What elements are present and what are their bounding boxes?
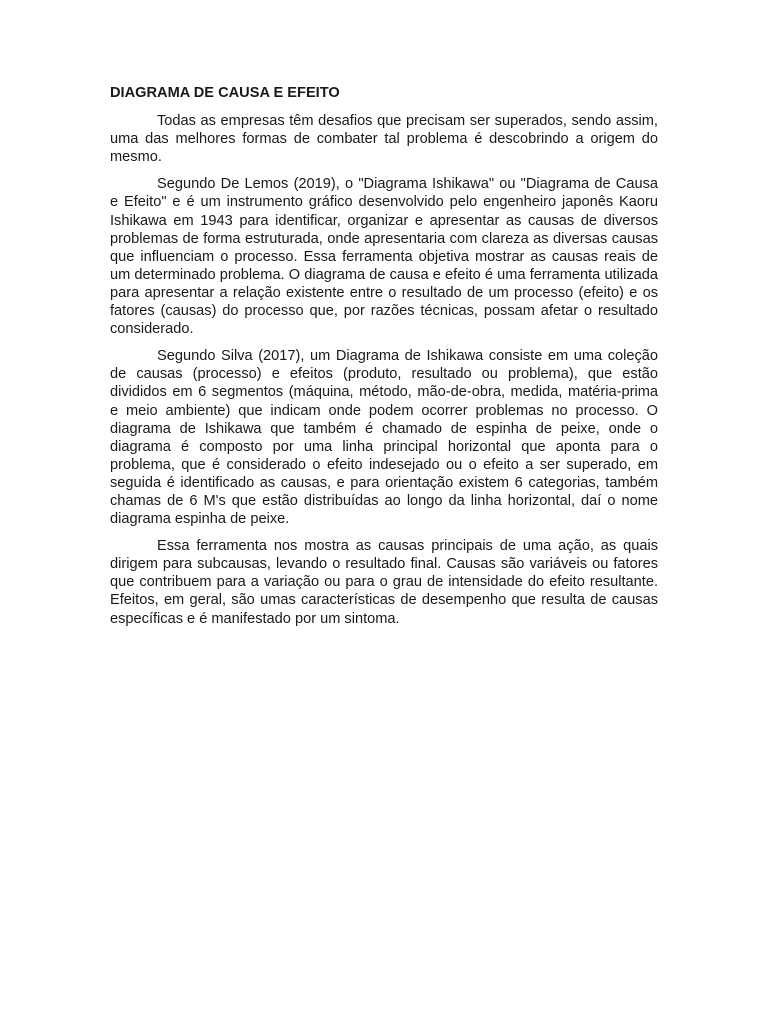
paragraph-conclusion: Essa ferramenta nos mostra as causas principais de uma ação, as quais dirigem para subcausas, levando o resultado final. Causas são variáveis ou fatores que contribuem para a variação ou para o grau de intensidade do efeito resultante. Efeitos, em geral, são umas características de desempenho que resulta de causas específicas e é manifestado por um sintoma. xyxy=(110,538,658,627)
document-title: DIAGRAMA DE CAUSA E EFEITO xyxy=(110,85,340,101)
paragraph-silva: Segundo Silva (2017), um Diagrama de Ishikawa consiste em uma coleção de causas (processo) e efeitos (produto, resultado ou problema), que estão divididos em 6 segmentos (máquina, método, mão-de-obra, medida, matéria-prima e meio ambiente) que indicam onde podem ocorrer problemas no processo. O diagrama de Ishikawa que também é chamado de espinha de peixe, onde o diagrama é composto por uma linha principal horizontal que aponta para o problema, que é considerado o efeito indesejado ou o efeito a ser superado, em seguida é identificado as causas, e para orientação existem 6 categorias, também chamas de 6 M's que estão distribuídas ao longo da linha horizontal, daí o nome diagrama espinha de peixe. xyxy=(110,348,658,528)
paragraph-de-lemos: Segundo De Lemos (2019), o "Diagrama Ishikawa" ou "Diagrama de Causa e Efeito" e é um instrumento gráfico desenvolvido pelo engenheiro japonês Kaoru Ishikawa em 1943 para identificar, organizar e apresentar as causas de diversos problemas de forma estruturada, onde apresentaria com clareza as diversas causas que influenciam o processo. Essa ferramenta objetiva mostrar as causas reais de um determinado problema. O diagrama de causa e efeito é uma ferramenta utilizada para apresentar a relação existente entre o resultado de um processo (efeito) e os fatores (causas) do processo que, por razões técnicas, possam afetar o resultado considerado. xyxy=(110,176,658,338)
paragraph-intro: Todas as empresas têm desafios que precisam ser superados, sendo assim, uma das melhores formas de combater tal problema é descobrindo a origem do mesmo. xyxy=(110,113,658,166)
document-body xyxy=(110,84,658,637)
